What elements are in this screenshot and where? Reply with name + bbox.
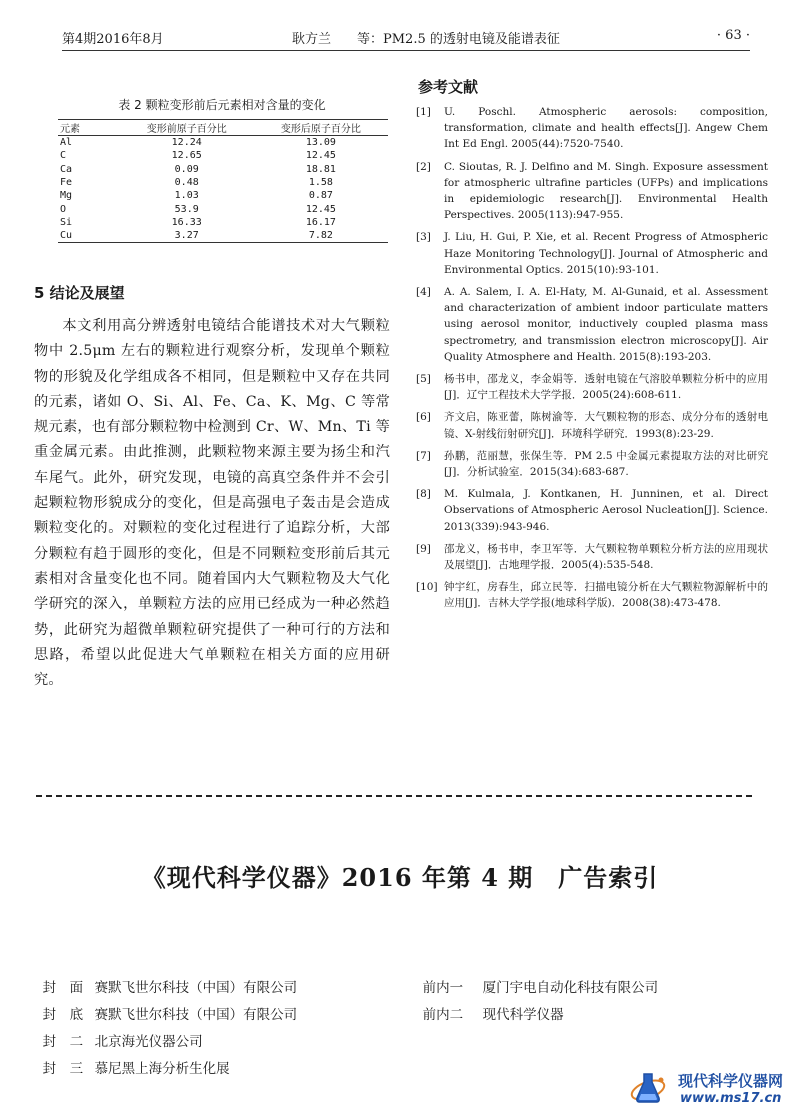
reference-text: J. Liu, H. Gui, P. Xie, et al. Recent Progress of Atmospheric Haze Monitoring Technology[J]. Journal of Atmospheric and Environmental Optics. 2015(10):93-101. xyxy=(444,231,768,276)
table-caption: 表 2 颗粒变形前后元素相对含量的变化 xyxy=(118,98,326,112)
reference-text: C. Sioutas, R. J. Delfino and M. Singh. Exposure assessment for atmospheric ultrafine particles (UFPs) and implications in epidemiologic research[J]. Environmental Health Perspectives. 2005(113):947-955. xyxy=(444,160,768,222)
reference-number: [5] xyxy=(416,373,431,386)
table-row xyxy=(58,202,388,215)
element-cell: C xyxy=(60,150,67,162)
after-value-cell: 7.82 xyxy=(254,229,388,243)
before-value-cell: 1.03 xyxy=(174,190,199,202)
ad-company: 北京海光仪器公司 xyxy=(94,1034,203,1050)
reference-text: 齐文启，陈亚蕾，陈树渝等．大气颗粒物的形态、成分分布的透射电镜、X-射线衍射研究[J]．环境科学研究．1993(8):23-29. xyxy=(444,411,768,440)
running-header xyxy=(62,28,750,50)
reference-number: [1] xyxy=(416,106,431,118)
before-value-cell: 12.24 xyxy=(171,137,202,149)
reference-text: 孙鹏，范丽慧，张保生等．PM 2.5 中金属元素提取方法的对比研究[J]．分析试验室．2015(34):683-687. xyxy=(444,449,768,479)
before-value-cell: 53.9 xyxy=(174,203,199,215)
flask-logo-icon xyxy=(628,1068,668,1108)
reference-text: A. A. Salem, I. A. El-Haty, M. Al-Gunaid, et al. Assessment and characterization of ambient indoor particulate matters using aerosol monitor, inductively coupled plasma mass spectrometry, and transmission electron microscopy[J]. Air Quality Atmosphere and Health. 2015(8):193-203. xyxy=(444,286,768,363)
table-row xyxy=(58,136,388,150)
before-value-cell: 0.09 xyxy=(174,163,199,175)
reference-number: [2] xyxy=(416,160,431,173)
col-header-before: 变形前原子百分比 xyxy=(120,120,254,136)
table-row xyxy=(58,189,388,202)
table-row xyxy=(58,149,388,162)
element-cell: Fe xyxy=(60,177,73,189)
reference-text: M. Kulmala, J. Kontkanen, H. Junninen, et al. Direct Observations of Atmospheric Aerosol Nucleation[J]. Science. 2013(339):943-946. xyxy=(444,488,768,533)
before-value-cell: 0.48 xyxy=(174,177,199,189)
reference-text: 杨书申，邵龙义，李金娟等．透射电镜在气溶胶单颗粒分析中的应用[J]．辽宁工程技术大学学报．2005(24):608-611. xyxy=(444,373,768,402)
ad-company: 慕尼黑上海分析生化展 xyxy=(94,1061,230,1077)
col-header-after: 变形后原子百分比 xyxy=(254,120,388,136)
header-rule xyxy=(62,50,750,51)
ad-position: 前内一 xyxy=(422,980,464,996)
reference-text: 邵龙义，杨书申，李卫军等．大气颗粒物单颗粒分析方法的应用现状及展望[J]．古地理学报．2005(4):535-548. xyxy=(444,542,768,572)
references-list xyxy=(416,104,768,618)
ad-position: 封 面 xyxy=(42,980,84,996)
watermark-name: 现代科学仪器网 xyxy=(678,1072,784,1090)
reference-number: [8] xyxy=(416,488,431,501)
ad-company: 厦门宇电自动化科技有限公司 xyxy=(482,980,659,996)
element-cell: Cu xyxy=(58,229,120,243)
reference-item xyxy=(416,229,768,278)
ad-position: 封 底 xyxy=(42,1007,84,1023)
ad-position: 封 三 xyxy=(42,1061,84,1077)
dashed-divider xyxy=(36,795,752,797)
ad-company: 赛默飞世尔科技（中国）有限公司 xyxy=(94,980,298,996)
col-header-element: 元素 xyxy=(58,120,120,136)
reference-text: U. Poschl. Atmospheric aerosols: composition, transformation, climate and health effects[J]. Angew Chem Int Ed Engl. 2005(44):7520-7540. xyxy=(444,106,768,151)
element-cell: Si xyxy=(60,216,73,228)
watermark-url: www.ms17.cn xyxy=(680,1091,782,1106)
reference-item xyxy=(416,104,768,153)
before-value-cell: 12.65 xyxy=(171,150,202,162)
reference-number: [10] xyxy=(416,581,438,594)
after-value-cell: 18.81 xyxy=(305,163,336,175)
reference-number: [4] xyxy=(416,286,431,299)
reference-number: [3] xyxy=(416,231,431,244)
ad-index-title: 《现代科学仪器》2016 年第 4 期 广告索引 xyxy=(141,863,659,892)
reference-item xyxy=(416,409,768,441)
issue-date: 第4期2016年8月 xyxy=(62,32,164,47)
reference-number: [7] xyxy=(416,449,431,462)
element-content-table xyxy=(58,119,388,243)
ad-company: 现代科学仪器 xyxy=(482,1007,564,1023)
ad-position: 前内二 xyxy=(422,1007,464,1023)
table-header-row xyxy=(58,120,388,136)
page-number: · 63 · xyxy=(716,28,750,43)
reference-number: [6] xyxy=(416,411,431,424)
site-watermark xyxy=(628,1064,796,1110)
reference-item xyxy=(416,579,768,611)
ad-entry xyxy=(34,1041,230,1077)
after-value-cell: 12.45 xyxy=(305,150,336,162)
before-value-cell: 16.33 xyxy=(171,216,202,228)
article-title: 耿方兰 等：PM2.5 的透射电镜及能谱表征 xyxy=(292,32,560,47)
ad-company: 赛默飞世尔科技（中国）有限公司 xyxy=(94,1007,298,1023)
element-cell: Ca xyxy=(60,163,73,175)
table-row xyxy=(58,163,388,176)
section-title: 5 结论及展望 xyxy=(34,284,125,302)
after-value-cell: 16.17 xyxy=(305,216,336,228)
before-value-cell: 3.27 xyxy=(120,229,254,243)
reference-item xyxy=(416,159,768,224)
references-title: 参考文献 xyxy=(418,78,479,96)
reference-number: [9] xyxy=(416,542,431,555)
reference-item xyxy=(416,448,768,480)
element-cell: O xyxy=(60,203,67,215)
table-row xyxy=(58,229,388,243)
reference-item xyxy=(416,371,768,403)
section-body: 本文利用高分辨透射电镜结合能谱技术对大气颗粒物中 2.5μm 左右的颗粒进行观察分析，发现单个颗粒物的形貌及化学组成各不相同，但是颗粒中又存在共同的元素，诸如 O、Si、Al、Fe、Ca、K、Mg、C 等常规元素，也有部分颗粒物中检测到 Cr、W、Mn、Ti 等重金属元素。由此推测，此颗粒物来源主要为扬尘和汽车尾气。此外，研究发现，电镜的高真空条件并不会引起颗粒物形貌成分的变化，但是高强电子轰击是会造成颗粒变化的。对颗粒的变化过程进行了追踪分析，大部分颗粒有趋于圆形的变化，但是不同颗粒变形前后其元素相对含量变化也不同。随着国内大气颗粒物及大气化学研究的深入，单颗粒方法的应用已经成为一种必然趋势，此研究为超微单颗粒研究提供了一种可行的方法和思路，希望以此促进大气单颗粒在相关方面的应用研究。 xyxy=(34,318,390,689)
after-value-cell: 1.58 xyxy=(308,177,333,189)
table-row xyxy=(58,176,388,189)
ad-entry xyxy=(414,987,564,1023)
after-value-cell: 0.87 xyxy=(308,190,333,202)
reference-item xyxy=(416,284,768,365)
after-value-cell: 12.45 xyxy=(305,203,336,215)
reference-item xyxy=(416,486,768,535)
reference-item xyxy=(416,541,768,573)
after-value-cell: 13.09 xyxy=(305,137,336,149)
element-cell: Al xyxy=(60,137,73,149)
element-cell: Mg xyxy=(60,190,73,202)
table-row xyxy=(58,216,388,229)
ad-position: 封 二 xyxy=(42,1034,84,1050)
reference-text: 钟宇红，房春生，邱立民等．扫描电镜分析在大气颗粒物源解析中的应用[J]．吉林大学学报(地球科学版)．2008(38):473-478. xyxy=(444,581,768,610)
